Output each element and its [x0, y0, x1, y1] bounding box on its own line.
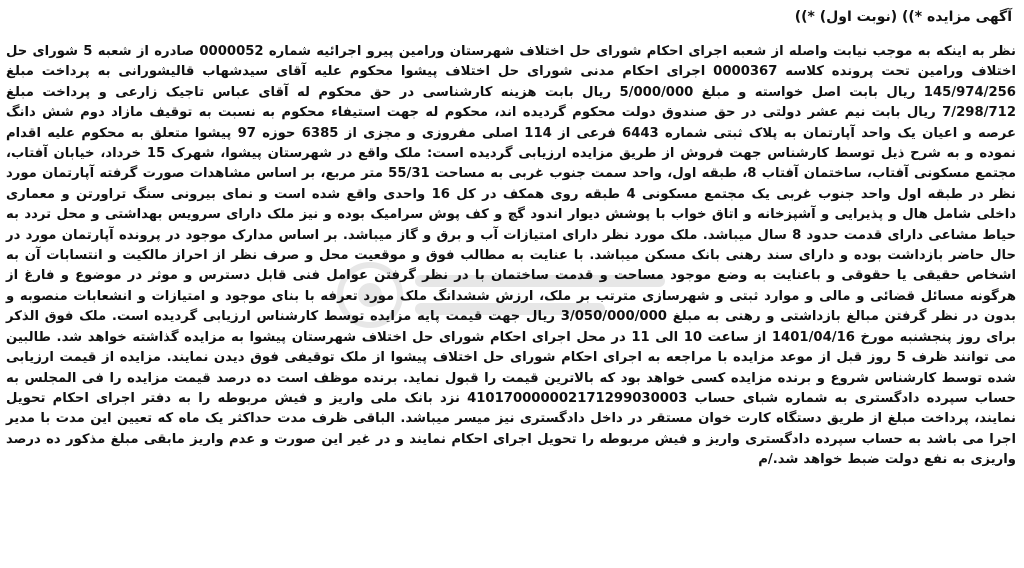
auction-notice: [6, 6, 1016, 471]
notice-title: آگهی مزایده *)) (نوبت اول) *)): [794, 9, 1012, 25]
notice-body: [6, 42, 1016, 471]
notice-paragraph: نظر به اینکه به موجب نیابت واصله از شعبه اجرای احکام شورای حل اختلاف شهرستان ورامین پیرو اجرائیه شماره 0000052 صادره از شعبه 5 شورای حل اختلاف ورامین تحت پرونده کلاسه 0000367 اجرای احکام مدنی شورای حل اختلاف پیشوا محکوم علیه آقای سیدشهاب قالیشورانی به پرداخت مبلغ 145/974/256 ریال بابت اصل خواسته و مبلغ 5/000/000 ریال بابت هزینه کارشناسی در حق محکوم له آقای عباس تاجیک زارعی و پرداخت مبلغ 7/298/712 ریال بابت نیم عشر دولتی در حق صندوق دولت محکوم گردیده اند، محکوم له جهت استیفاء محکوم به نسبت به توقیف مازاد دوم شش دانگ عرصه و اعیان یک واحد آپارتمان به پلاک ثبتی شماره 6443 فرعی از 114 اصلی مفروزی و مجزی از 6385 حوزه 97 پیشوا متعلق به محکوم علیه اقدام نموده و به شرح ذیل توسط کارشناس جهت فروش از طریق مزایده ارزیابی گردیده است: ملک واقع در شهرستان پیشوا، شهرک 15 خرداد، خیابان آفتاب، مجتمع مسکونی آفتاب، ساختمان آفتاب 8، طبقه اول، واحد سمت جنوب غربی به مساحت 55/31 متر مربع، بر اساس مشاهدات صورت گرفته آپارتمان مورد نظر در طبقه اول واحد جنوب غربی یک مجتمع مسکونی 4 طبقه روی همکف در کل 16 واحدی واقع شده است و نمای بیرونی سنگ تراورتن و معماری داخلی شامل هال و پذیرایی و آشپزخانه و اتاق خواب با پوشش دیوار اندود گچ و کف پوش سرامیک بوده و نیز ملک دارای سرویس بهداشتی و محل تردد به حیاط مشاعی دارای قدمت حدود 8 سال میباشد. ملک مورد نظر دارای امتیازات آب و برق و گاز میباشد. بر اساس مدارک موجود در پرونده آپارتمان مورد در حال حاضر بازداشت بوده و دارای سند رهنی بانک مسکن میباشد. با عنایت به مطالب فوق و موقعیت محل و صرف نظر از احراز مالکیت و انتسابات آن به اشخاص حقیقی یا حقوقی و باعنایت به وضع موجود مساحت و قدمت ساختمان با در نظر گرفتن عوامل فنی قابل دسترس و موثر در موضوع و فارغ از هرگونه مسائل قضائی و مالی و موارد ثبتی و شهرسازی مترتب بر ملک، ارزش ششدانگ ملک مورد تعرفه با بنای موجود و امتیازات و انشعابات منصوبه و بدون در نظر گرفتن مبالغ بازداشتی و رهنی به مبلغ 3/050/000/000 ریال جهت قیمت پایه مزایده توسط کارشناس ارزیابی گردیده است. ملک فوق الذکر برای روز پنجشنبه مورخ 1401/04/16 از ساعت 10 الی 11 در محل اجرای احکام شورای حل اختلاف شهرستان پیشوا به مزایده گذاشته خواهد شد. طالبین می توانند ظرف 5 روز قبل از موعد مزایده با مراجعه به اجرای احکام شورای حل اختلاف پیشوا از ملک توقیفی فوق دیدن نمایند. مزایده از قیمت ارزیابی شده توسط کارشناس شروع و برنده مزایده کسی خواهد بود که بالاترین قیمت را قبول نماید. برنده موظف است ده درصد قیمت مزایده را فی المجلس به حساب سپرده دادگستری به شماره شبای حساب 410170000002171299030003 نزد بانک ملی واریز و فیش مربوطه را به دفتر اجرای احکام تحویل نمایند، پرداخت مبلغ از طریق دستگاه کارت خوان مستقر در داخل دادگستری نیز میسر میباشد. الباقی ظرف مدت حداکثر یک ماه که تعیین این مدت با مدیر اجرا می باشد به حساب سپرده دادگستری واریز و فیش مربوطه را تحویل اجرای احکام نمایند و در غیر این صورت و عدم واریز مابقی مبلغ مذکور ده درصد واریزی به نفع دولت ضبط خواهد شد./م: [6, 44, 1017, 468]
